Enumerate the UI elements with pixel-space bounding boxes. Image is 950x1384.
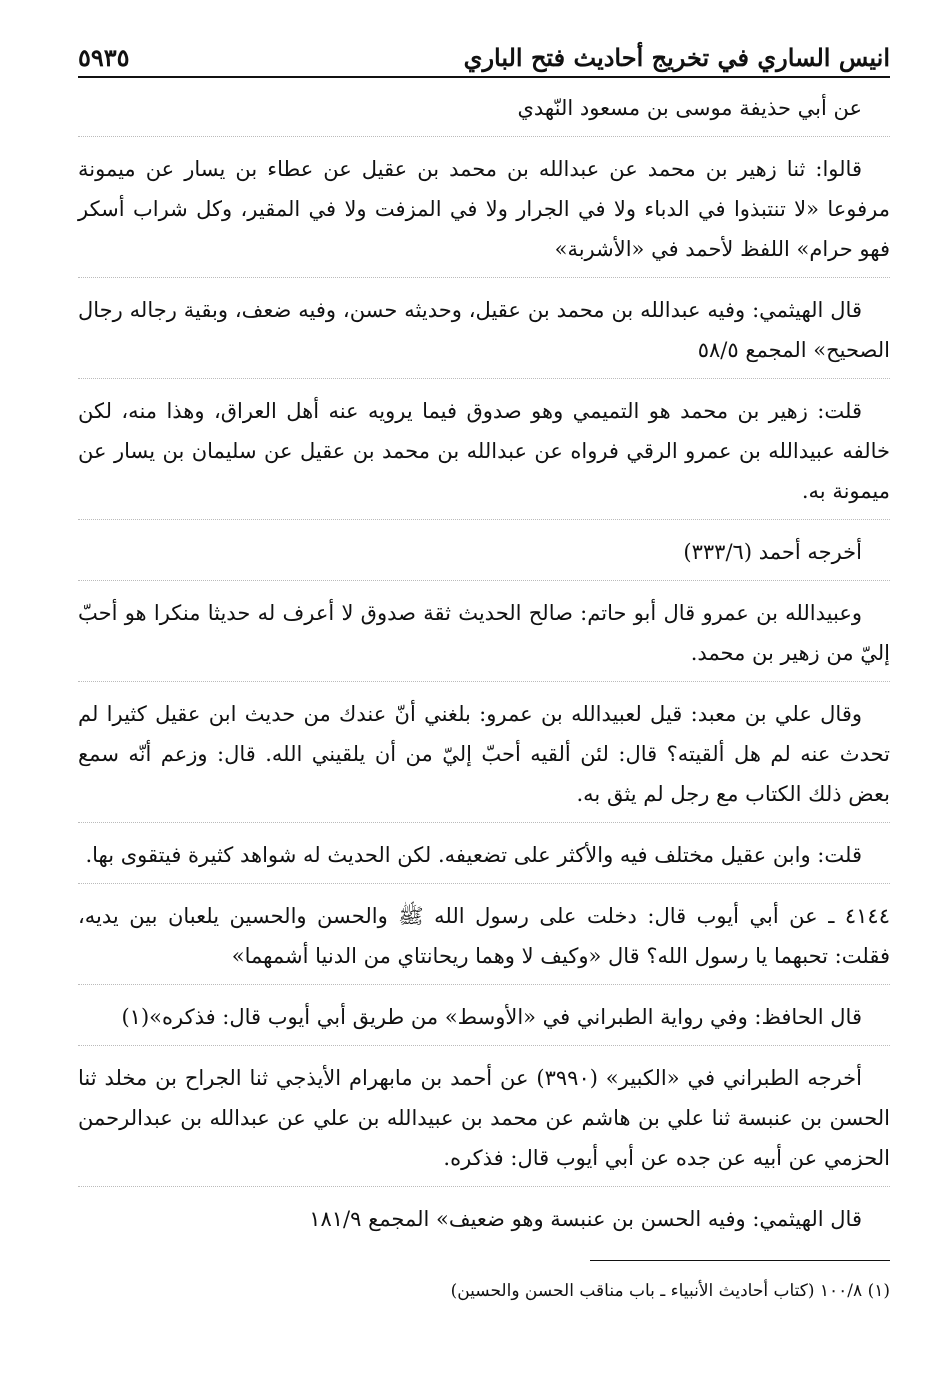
paragraph: وقال علي بن معبد: قيل لعبيدالله بن عمرو: بلغني أنّ عندك من حديث ابن عقيل كثيرا لم تحدث عنه لم هل ألقيته؟ قال: لئن ألقيه أحبّ إليّ من أن يلقيني الله. قال: وزعم أنّه سمع بعض ذلك الكتاب مع رجل لم يثق به.: [78, 694, 890, 823]
paragraph: قلت: وابن عقيل مختلف فيه والأكثر على تضعيفه. لكن الحديث له شواهد كثيرة فيتقوى بها.: [78, 835, 890, 884]
paragraph: أخرجه أحمد (٣٣٣/٦): [78, 532, 890, 581]
page-number: ٥٩٣٥: [78, 43, 130, 72]
page-header: [78, 30, 890, 78]
hadith-paragraph: ٤١٤٤ ـ عن أبي أيوب قال: دخلت على رسول الله ﷺ والحسن والحسين يلعبان بين يديه، فقلت: تحبهما يا رسول الله؟ قال «وكيف لا وهما ريحانتاي من الدنيا أشمهما»: [78, 896, 890, 985]
paragraph: قلت: زهير بن محمد هو التميمي وهو صدوق فيما يرويه عنه أهل العراق، وهذا منه، لكن خالفه عبيدالله بن عمرو الرقي فرواه عن عبدالله بن محمد بن عقيل عن سليمان بن يسار عن ميمونة به.: [78, 391, 890, 520]
paragraph: عن أبي حذيفة موسى بن مسعود النّهدي: [78, 88, 890, 137]
paragraph: قال الهيثمي: وفيه الحسن بن عنبسة وهو ضعيف» المجمع ١٨١/٩: [309, 1207, 862, 1231]
paragraph: قال الهيثمي: وفيه عبدالله بن محمد بن عقيل، وحديثه حسن، وفيه ضعف، وبقية رجاله رجال الصحيح» المجمع ٥٨/٥: [78, 290, 890, 379]
paragraph: أخرجه الطبراني في «الكبير» (٣٩٩٠) عن أحمد بن مابهرام الأيذجي ثنا الجراح بن مخلد ثنا الحسن بن عنبسة ثنا علي بن هاشم عن محمد بن عبيدالله بن علي عن عبدالله بن عبدالرحمن الحزمي عن أبيه عن جده عن أبي أيوب قال: فذكره.: [78, 1058, 890, 1187]
page: [78, 30, 890, 1360]
footnote: (١) ١٠٠/٨ (كتاب أحاديث الأنبياء ـ باب مناقب الحسن والحسين): [450, 1281, 890, 1301]
footnote-divider: [590, 1260, 890, 1261]
paragraph: وعبيدالله بن عمرو قال أبو حاتم: صالح الحديث ثقة صدوق لا أعرف له حديثا منكرا هو أحبّ إليّ من زهير بن محمد.: [78, 593, 890, 682]
page-body: [78, 88, 890, 1243]
running-title: انيس الساري في تخريج أحاديث فتح الباري: [463, 43, 890, 72]
paragraph: قال الحافظ: وفي رواية الطبراني في «الأوسط» من طريق أبي أيوب قال: فذكره»(١): [78, 997, 890, 1046]
paragraph: قالوا: ثنا زهير بن محمد عن عبدالله بن محمد بن عقيل عن عطاء بن يسار عن ميمونة مرفوعا «لا تنتبذوا في الدباء ولا في الجرار ولا في المزفت ولا في المقير، وكل شراب أسكر فهو حرام» اللفظ لأحمد في «الأشربة»: [78, 149, 890, 278]
